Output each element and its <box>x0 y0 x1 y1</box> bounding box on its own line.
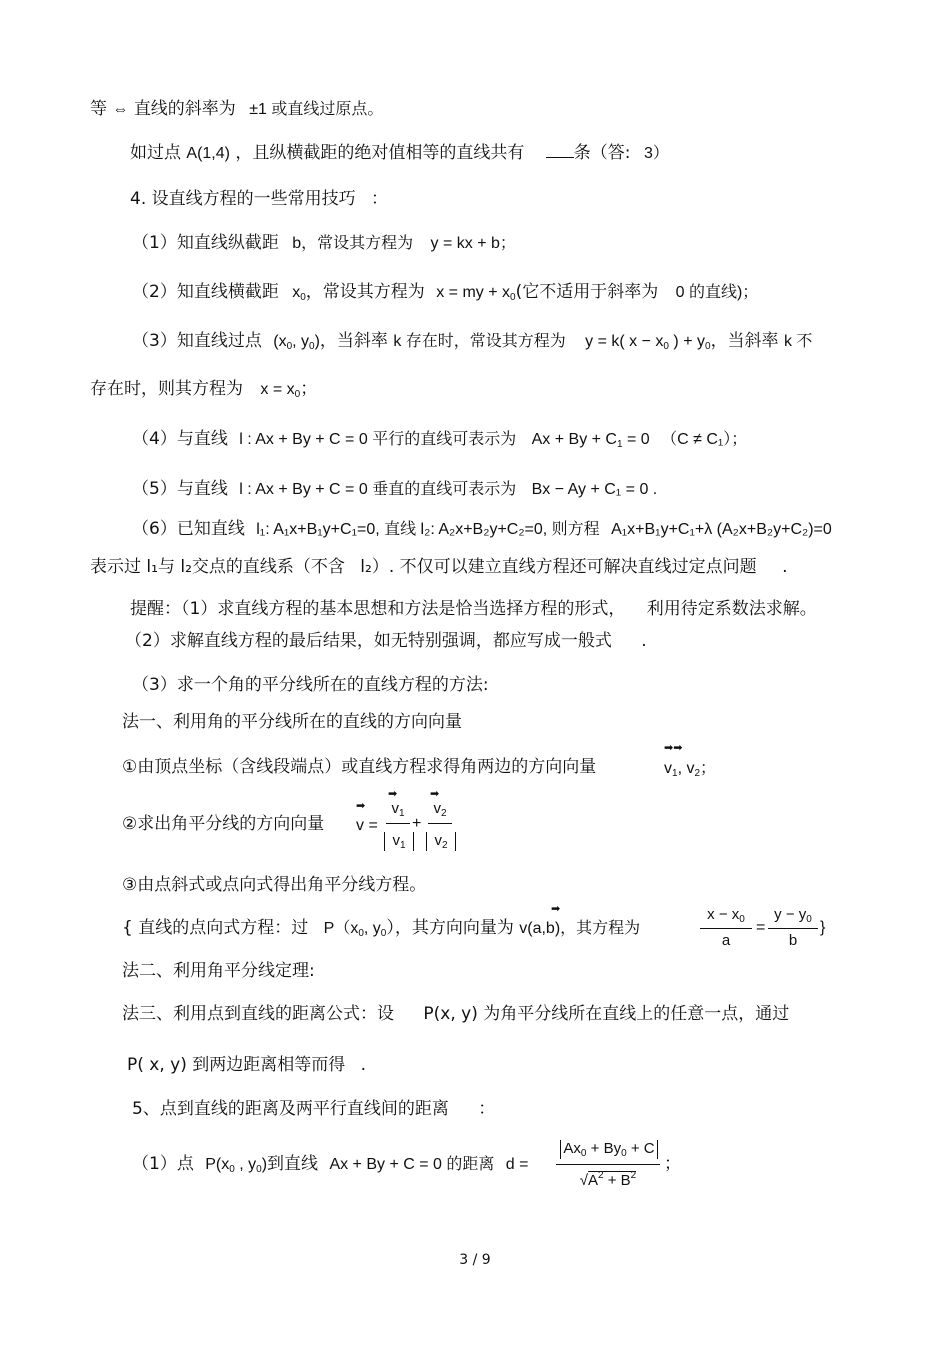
text-line <box>122 756 596 778</box>
text-line <box>90 378 317 406</box>
section-heading <box>130 188 388 210</box>
text-line <box>122 711 462 733</box>
answer-blank <box>546 143 574 158</box>
text-fragment: （1）知直线纵截距 <box>132 233 279 253</box>
text-fragment: b，常设其方程为 <box>292 235 414 252</box>
math-expression: $Ax + By + C_1 = 0$ <box>531 431 650 450</box>
math-expression: $P(x_0$ , $y_0$) <box>205 1156 268 1175</box>
text-fragment: ，常设其方程为 <box>305 282 425 302</box>
math-expression: b <box>788 932 798 949</box>
math-expression: l : Ax + By + C = 0 垂直的直线可表示为 <box>239 481 517 498</box>
text-fragment: 法二、利用角平分线定理: <box>122 961 315 981</box>
text-line <box>122 1003 789 1025</box>
text-fragment: 法一、利用角的平分线所在的直线的方向向量 <box>122 712 462 732</box>
math-expression: a <box>721 932 731 949</box>
text-fragment: ①由顶点坐标（含线段端点）或直线方程求得角两边的方向向量 <box>122 757 597 777</box>
text-fragment: 条（答: <box>573 143 631 163</box>
math-expression: $x_0$, $y_0$ <box>350 920 387 939</box>
text-fragment: ③由点斜式或点向式得出角平分线方程。 <box>122 875 427 895</box>
text-fragment: } <box>820 919 826 936</box>
math-expression: $x_0$ <box>292 284 306 303</box>
text-fragment: 利用待定系数法求解。 <box>646 599 817 619</box>
text-fragment: k 不 <box>783 333 813 350</box>
math-expression: ($x_0$, $y_0$) <box>273 333 320 352</box>
page-number: 3 / 9 <box>459 1252 491 1268</box>
text-fragment: （2）求解直线方程的最后结果，如无特别强调，都应写成一般式 <box>125 631 612 651</box>
text-fragment: ； <box>300 379 318 399</box>
text-fragment: （3）知直线过点 <box>132 331 262 351</box>
text-line <box>90 556 787 578</box>
text-fragment: A(1,4) <box>186 145 230 162</box>
math-expression: $v_1$, $v_2$； <box>664 760 717 779</box>
text-fragment: ： <box>478 1099 496 1119</box>
fraction-bar <box>768 928 818 929</box>
text-fragment: k 存在时，常设其方程为 <box>393 333 566 350</box>
text-fragment: { 直线的点向式方程：过 <box>122 918 309 938</box>
math-expression: $v_1$ <box>384 832 414 851</box>
text-line <box>130 142 669 165</box>
vector-arrow-icon: ➡ <box>356 799 366 812</box>
text-fragment: ），其方向向量为 <box>386 918 514 938</box>
math-expression: x = my + $x_0$ <box>436 284 516 303</box>
text-fragment: 如过点 <box>130 143 181 163</box>
text-fragment: ，当斜率 <box>710 331 779 351</box>
vector-arrow-icon: ➡ <box>551 902 561 915</box>
math-expression: l : Ax + By + C = 0 平行的直线可表示为 <box>239 431 517 448</box>
text-fragment: ： <box>371 189 389 209</box>
vector-arrow-icon: ➡ <box>430 787 440 800</box>
math-expression: + <box>412 815 422 832</box>
text-fragment: ； <box>664 1154 681 1174</box>
reminder-line <box>130 598 817 620</box>
math-expression: $x - x_0$ <box>707 906 745 925</box>
text-fragment: l₂）. 不仅可以建立直线方程还可解决直线过定点问题 <box>360 557 757 577</box>
text-fragment: P(x, y) 为角平分线所在直线上的任意一点，通过 <box>423 1004 790 1024</box>
section-heading <box>132 1098 495 1120</box>
text-fragment: 5、点到直线的距离及两平行直线间的距离 <box>132 1099 449 1119</box>
text-line <box>132 1153 528 1181</box>
math-expression: v = <box>356 817 378 834</box>
text-fragment: 等 <box>90 99 107 119</box>
text-fragment: ，且纵横截距的绝对值相等的直线共有 <box>235 143 525 163</box>
text-fragment: 表示过 l₁与 l₂交点的直线系（不含 <box>90 557 345 577</box>
vector-arrow-icon: ➡ <box>388 787 398 800</box>
text-line <box>132 428 747 456</box>
text-line <box>122 917 640 945</box>
text-line <box>132 674 489 696</box>
text-line <box>132 518 832 541</box>
math-expression: $Ax_0 + By_0 + C$ <box>560 1140 658 1159</box>
text-fragment: . <box>360 1055 367 1075</box>
text-line <box>132 478 657 501</box>
text-fragment: （C ≠ C₁）； <box>661 431 748 448</box>
text-fragment: . <box>782 557 788 577</box>
math-expression: = <box>756 919 766 936</box>
text-fragment: （4）与直线 <box>132 429 228 449</box>
text-fragment: 存在时，则其方程为 <box>90 379 243 399</box>
text-line <box>122 960 315 982</box>
math-expression: $y - y_0$ <box>774 906 812 925</box>
text-fragment: 到直线 <box>267 1154 319 1174</box>
text-fragment: . <box>641 631 647 651</box>
fraction-bar <box>386 823 410 824</box>
text-fragment: P（ <box>323 920 351 937</box>
iff-symbol: ⇔ <box>112 101 129 118</box>
vector-arrow-icon: ➡➡ <box>664 741 683 754</box>
text-line <box>132 330 812 358</box>
text-line <box>122 813 324 835</box>
text-line <box>125 630 647 652</box>
fraction-bar <box>556 1164 660 1165</box>
math-expression: Ax + By + C = 0 的距离 <box>329 1156 495 1173</box>
text-fragment: 0 的直线)； <box>675 284 759 301</box>
fraction-bar <box>428 823 452 824</box>
math-expression: $√A^2 + B^2$ <box>579 1170 637 1189</box>
text-line <box>132 281 758 309</box>
fraction-bar <box>700 928 752 929</box>
math-expression: $v_2$ <box>433 800 447 819</box>
math-expression: Bx − Ay + C₁ = 0 . <box>531 481 658 498</box>
text-fragment: 3） <box>643 145 669 162</box>
text-fragment: 4. 设直线方程的一些常用技巧 <box>130 189 356 209</box>
text-line <box>127 1054 366 1076</box>
math-expression: A₁x+B₁y+C₁+λ (A₂x+B₂y+C₂)=0 <box>611 521 832 538</box>
text-line <box>132 232 516 255</box>
text-fragment: （6）已知直线 <box>132 519 245 539</box>
text-fragment: （3）求一个角的平分线所在的直线方程的方法: <box>132 675 489 695</box>
text-fragment: （2）知直线横截距 <box>132 282 279 302</box>
math-expression: d = <box>505 1156 529 1173</box>
text-line <box>90 98 383 121</box>
text-fragment: （5）与直线 <box>132 479 228 499</box>
text-fragment: l₁: A₁x+B₁y+C₁=0, 直线 l₂: A₂x+B₂y+C₂=0, 则方程 <box>256 521 600 538</box>
text-line <box>122 874 426 896</box>
text-fragment: (它不适用于斜率为 <box>515 282 659 302</box>
text-fragment: 法三、利用点到直线的距离公式：设 <box>122 1004 394 1024</box>
text-fragment: ； <box>700 760 717 777</box>
math-expression: $v_2$ <box>426 832 456 851</box>
text-fragment: ±1 或直线过原点。 <box>249 101 384 118</box>
math-expression: $v_1$ <box>391 800 405 819</box>
text-fragment: ，当斜率 <box>319 331 388 351</box>
math-expression: v(a,b)，其方程为 <box>519 920 641 937</box>
text-fragment: 提醒：（1）求直线方程的基本思想和方法是恰当选择方程的形式， <box>130 599 626 619</box>
text-fragment: 直线的斜率为 <box>133 99 236 119</box>
text-fragment: ②求出角平分线的方向向量 <box>122 814 325 834</box>
text-fragment: （1）点 <box>132 1154 194 1174</box>
math-expression: y = kx + b； <box>430 235 516 252</box>
text-fragment: P( x, y) 到两边距离相等而得 <box>127 1055 346 1075</box>
math-expression: y = k( $x - x_0$ ) + $y_0$ <box>585 333 711 352</box>
math-expression: $x = x_0$ <box>260 381 301 400</box>
